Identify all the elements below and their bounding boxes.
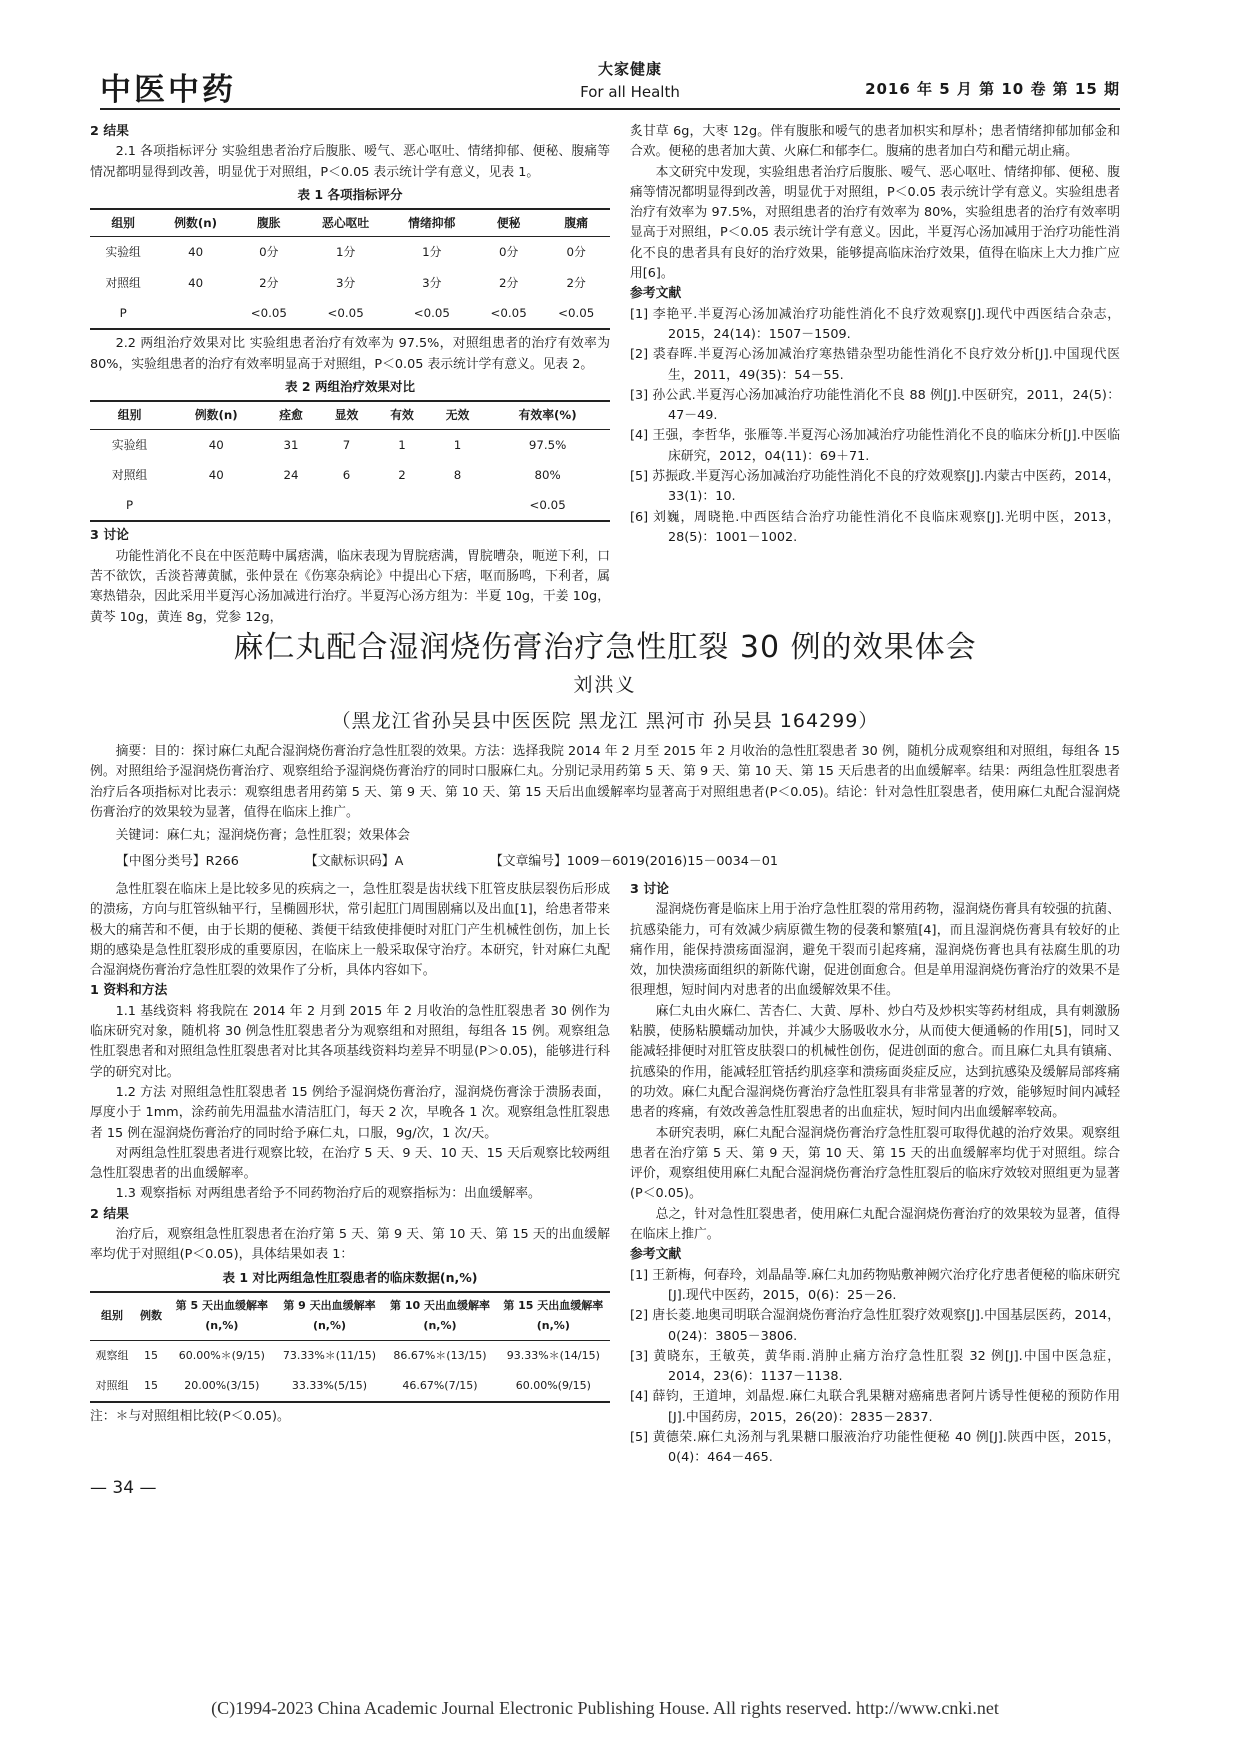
paragraph: 本文研究中发现，实验组患者治疗后腹胀、嗳气、恶心呕吐、情绪抑郁、便秘、腹痛等情况都明显得到改善，明显优于对照组，P＜0.05 表示统计学有意义。实验组患者治疗有效率为 97.5%，对照组患者的治疗有效率为 80%，实验组患者的治疗有效率明显高于对照组，P＜0.05 表示统计学有意义。因此，半夏泻心汤加减用于治疗功能性消化不良的患者具有良好的治疗效果，能够提高临床治疗效果，值得在临床上大力推广应用[6]。 [630,164,1120,282]
table-header-cell: 第 15 天出血缓解率(n,%) [497,1292,610,1340]
table-row [90,429,610,460]
reference-item: [3] 孙公武.半夏泻心汤加减治疗功能性消化不良 88 例[J].中医研究，2011，24(5)：47－49. [630,387,1120,424]
table-cell [169,490,263,521]
page-header [100,56,1120,110]
table-header-cell: 例数(n) [169,401,263,429]
table-cell [430,490,486,521]
table-cell: 31 [283,437,299,452]
journal-name-en: For all Health [580,83,680,101]
table-cell: 观察组 [95,1348,129,1362]
table-cell: 73.33%＊(11/15) [282,1348,377,1362]
keywords-text: 关键词：麻仁丸；湿润烧伤膏；急性肛裂；效果体会 [115,828,410,843]
paragraph: 本研究表明，麻仁丸配合湿润烧伤膏治疗急性肛裂可取得优越的治疗效果。观察组患者在治疗第 5 天、第 9 天，第 10 天、第 15 天的出血缓解率均优于对照组。综合评价，观察组使用麻仁丸配合湿润烧伤膏治疗急性肛裂后的临床疗效较对照组更为显著(P＜0.05)。 [630,1125,1120,1202]
table-header-cell: 腹胀 [235,209,303,237]
table-cell: 3分 [335,275,356,290]
paragraph: 2.2 两组治疗效果对比 实验组患者治疗有效率为 97.5%，对照组患者的治疗有效率为 80%，实验组患者的治疗有效率明显高于对照组，P＜0.05 表示统计学有意义。见表 2。 [90,336,610,372]
table-cell: 对照组 [111,467,148,482]
paragraph: 1.1 基线资料 将我院在 2014 年 2 月到 2015 年 2 月收治的急性肛裂患者 30 例作为临床研究对象，随机将 30 例急性肛裂患者分为观察组和对照组，每组各 15 例。观察组急性肛裂患者和对照组急性肛裂患者对比其各项基线资料均差异不明显(P＞0.05)，能够进行科学的研究对比。 [90,1003,610,1080]
table-indicator-scores [90,208,610,330]
table-header-cell: 痊愈 [263,401,319,429]
table-row [90,298,610,329]
table-cell: 0分 [566,245,586,260]
reference-item: [4] 薛钧，王道坤，刘晶煜.麻仁丸联合乳果糖对癌痛患者阿片诱导性便秘的预防作用[J].中国药房，2015，26(20)：2835－2837. [630,1389,1120,1425]
paragraph: 治疗后，观察组急性肛裂患者在治疗第 5 天、第 9 天、第 10 天、第 15 天的出血缓解率均优于对照组(P＜0.05)，具体结果如表 1： [90,1227,610,1263]
prev-article-right-column [630,122,1120,548]
table-bleeding-relief [90,1291,610,1403]
table-cell: 对照组 [105,275,141,290]
table-header-cell: 便秘 [475,209,543,237]
table-cell: 实验组 [111,437,148,452]
paragraph: 功能性消化不良在中医范畴中属痞满，临床表现为胃脘痞满，胃脘嘈杂，呃逆下利，口苦不欲饮，舌淡苔薄黄腻，张仲景在《伤寒杂病论》中提出心下痞，呕而肠鸣，下利者，属寒热错杂，因此采用半夏泻心汤加减进行治疗。半夏泻心汤方组为：半夏 10g，干姜 10g，黄芩 10g，黄连 8g，党参 12g， [90,548,610,625]
table-cell [156,298,235,329]
issue-info: 2016 年 5 月 第 10 卷 第 15 期 [865,80,1120,98]
table-header-cell: 组别 [90,401,169,429]
table-cell: 对照组 [90,1371,134,1402]
references-heading: 参考文献 [630,1247,682,1263]
table-header-cell: 组别 [90,1292,134,1340]
table-cell: 80% [534,467,561,482]
paragraph: 1.3 观察指标 对两组患者给予不同药物治疗后的观察指标为：出血缓解率。 [115,1186,541,1202]
table-header-cell: 第 5 天出血缓解率(n,%) [168,1292,276,1340]
reference-item: [2] 唐长菱.地奥司明联合湿润烧伤膏治疗急性肛裂疗效观察[J].中国基层医药，2014，0(24)：3805－3806. [630,1308,1120,1344]
table-header-cell: 显效 [319,401,375,429]
table-header-cell: 组别 [90,209,156,237]
table-row [90,1340,610,1371]
journal-name-cn: 大家健康 [597,60,662,78]
section-heading: 1 资料和方法 [90,983,168,999]
table-cell: 40 [208,467,224,482]
table-cell: <0.05 [542,298,610,329]
paragraph: 1.2 方法 对照组急性肛裂患者 15 例给予湿润烧伤膏治疗，湿润烧伤膏涂于溃肠表面，厚度小于 1mm，涂药前先用温盐水清洁肛门，每天 2 次，早晚各 1 次。观察组急性肛裂患者 15 例在湿润烧伤膏治疗的同时给予麻仁丸，口服，9g/次，1 次/天。 [90,1084,610,1141]
paragraph: 对两组急性肛裂患者进行观察比较，在治疗 5 天、9 天、10 天、15 天后观察比较两组急性肛裂患者的出血缓解率。 [90,1145,610,1182]
paragraph: 急性肛裂在临床上是比较多见的疾病之一，急性肛裂是齿状线下肛管皮肤层裂伤后形成的溃疡，方向与肛管纵轴平行，呈椭圆形状，常引起肛门周围剧痛以及出血[1]，给患者带来极大的痛苦和不便，由于长期的便秘、粪便干结致使排便时对肛门产生机械性创伤，加上长期的感染是急性肛裂形成的重要原因，在临床上一般采取保守治疗。本研究，针对麻仁丸配合湿润烧伤膏治疗急性肛裂的效果作了分析，具体内容如下。 [90,882,610,979]
table-header-cell: 无效 [430,401,486,429]
table-title: 表 1 对比两组急性肛裂患者的临床数据(n,%) [222,1269,478,1285]
table-cell: 15 [134,1371,168,1402]
table-header-cell: 例数(n) [156,209,235,237]
table-cell: 60.00%＊(9/15) [178,1348,265,1362]
article-number: 【文章编号】1009－6019(2016)15－0034－01 [490,854,778,869]
table-cell: 86.67%＊(13/15) [393,1348,487,1362]
table-cell: <0.05 [389,298,475,329]
table-header-cell: 第 9 天出血缓解率(n,%) [276,1292,384,1340]
table-cell: <0.05 [475,298,543,329]
copyright-footer: (C)1994-2023 China Academic Journal Electronic Publishing House. All rights reserved. http://www.cnki.net [211,1698,999,1718]
table-cell [374,490,430,521]
table-header-cell: 有效率(%) [485,401,610,429]
table-cell: 0分 [259,245,279,260]
table-cell: 7 [342,437,351,452]
references-heading: 参考文献 [630,286,682,302]
table-cell: 40 [188,275,204,290]
table-title: 表 1 各项指标评分 [297,186,403,202]
table-efficacy-comparison [90,400,610,522]
paragraph: 总之，针对急性肛裂患者，使用麻仁丸配合湿润烧伤膏治疗的效果较为显著，值得在临床上推广。 [630,1206,1120,1243]
reference-item: [5] 苏振政.半夏泻心汤加减治疗功能性消化不良的疗效观察[J].内蒙古中医药，2014，33(1)：10. [630,469,1120,505]
section-heading: 2 结果 [90,124,129,139]
table-header-row [90,209,610,237]
table-cell: 46.67%(7/15) [383,1371,496,1402]
table-header-cell: 有效 [374,401,430,429]
reference-item: [1] 李艳平.半夏泻心汤加减治疗功能性消化不良疗效观察[J].现代中西医结合杂志，2015，24(14)：1507－1509. [630,306,1120,342]
table-cell: 97.5% [528,437,567,452]
table-cell: 8 [453,467,462,482]
table-row [90,460,610,490]
article-author: 刘洪义 [573,674,637,696]
abstract-text: 摘要：目的：探讨麻仁丸配合湿润烧伤膏治疗急性肛裂的效果。方法：选择我院 2014 年 2 月至 2015 年 2 月收治的急性肛裂患者 30 例，随机分成观察组和对照组，每组各 15 例。对照组给予湿润烧伤膏治疗、观察组给予湿润烧伤膏治疗的同时口服麻仁丸。分别记录用药第 5 天、第 9 天、第 10 天、第 15 天后患者的出血缓解率。结果：两组急性肛裂患者治疗后各项指标对比表示：观察组患者用药第 5 天、第 9 天、第 10 天、第 15 天后出血缓解率均显著高于对照组患者(P＜0.05)。结论：针对急性肛裂患者，使用麻仁丸配合湿润烧伤膏治疗的效果较为显著，值得在临床上推广。 [90,744,1120,820]
reference-item: [1] 王新梅，何春玲，刘晶晶等.麻仁丸加药物贴敷神阙穴治疗化疗患者便秘的临床研究[J].现代中医药，2015，0(6)：25－26. [630,1267,1120,1303]
table-row [90,237,610,268]
table-cell: P [90,490,169,521]
table-header-cell: 例数 [134,1292,168,1340]
article-affiliation: （黑龙江省孙吴县中医医院 黑龙江 黑河市 孙吴县 164299） [331,710,879,732]
paragraph: 炙甘草 6g，大枣 12g。伴有腹胀和嗳气的患者加枳实和厚朴；患者情绪抑郁加郁金和合欢。便秘的患者加大黄、火麻仁和郁李仁。腹痛的患者加白芍和醋元胡止痛。 [630,124,1120,160]
table-cell: 93.33%＊(14/15) [506,1348,600,1362]
table-cell: 1分 [422,245,442,260]
reference-item: [5] 黄德荣.麻仁丸汤剂与乳果糖口服液治疗功能性便秘 40 例[J].陕西中医，2015，0(4)：464－465. [630,1430,1120,1466]
table-cell: 33.33%(5/15) [276,1371,384,1402]
table-cell: 15 [144,1348,158,1362]
table-cell: 60.00%(9/15) [497,1371,610,1402]
table-cell: <0.05 [303,298,389,329]
table-header-cell: 腹痛 [542,209,610,237]
table-row [90,490,610,521]
paragraph: 2.1 各项指标评分 实验组患者治疗后腹胀、嗳气、恶心呕吐、情绪抑郁、便秘、腹痛等情况都明显得到改善，明显优于对照组，P＜0.05 表示统计学有意义，见表 1。 [90,144,610,180]
table-cell: 2分 [566,275,586,290]
table-cell: 1 [398,437,406,452]
table-cell: 2 [398,467,406,482]
table-title: 表 2 两组治疗效果对比 [285,378,415,394]
table-cell: 实验组 [105,245,141,260]
table-cell: 40 [188,245,204,260]
table-cell: 2分 [259,275,279,290]
table-cell: 2分 [498,275,519,290]
table-cell: 3分 [422,275,442,290]
table-cell: P [90,298,156,329]
section-heading: 3 讨论 [630,882,669,897]
table-header-row [90,401,610,429]
paragraph: 湿润烧伤膏是临床上用于治疗急性肛裂的常用药物，湿润烧伤膏具有较强的抗菌、抗感染能力，可有效减少病原微生物的侵袭和繁殖[4]，而且湿润烧伤膏具有较好的止痛作用，能保持溃疡面湿润，避免干裂而引起疼痛，湿润烧伤膏也具有祛腐生肌的功效，加快溃疡面组织的新陈代谢，促进创面愈合。但是单用湿润烧伤膏治疗的效果不是很理想，短时间内对患者的出血缓解效果不佳。 [630,902,1120,999]
table-header-cell: 情绪抑郁 [389,209,475,237]
table-cell: <0.05 [485,490,610,521]
table-header-row [90,1292,610,1340]
reference-item: [2] 裘春晖.半夏泻心汤加减治疗寒热错杂型功能性消化不良疗效分析[J].中国现代医生，2011，49(35)：54－55. [630,347,1120,383]
journal-name [570,58,690,101]
table-cell [319,490,375,521]
reference-item: [3] 黄晓东，王敏英，黄华雨.消肿止痛方治疗急性肛裂 32 例[J].中国中医急症，2014，23(6)：1137－1138. [630,1348,1120,1385]
table-cell: 40 [208,437,224,452]
keywords [90,826,1120,846]
table-header-cell: 第 10 天出血缓解率(n,%) [383,1292,496,1340]
table-note: 注：＊与对照组相比较(P＜0.05)。 [90,1409,290,1425]
journal-section-title: 中医中药 [100,72,236,108]
table-cell: 24 [283,467,299,482]
table-cell: 20.00%(3/15) [168,1371,276,1402]
reference-item: [6] 刘巍，周晓艳.中西医结合治疗功能性消化不良临床观察[J].光明中医，2013，28(5)：1001－1002. [630,509,1120,545]
table-cell [263,490,319,521]
section-heading: 2 结果 [90,1206,129,1222]
section-heading: 3 讨论 [90,528,129,544]
table-row [90,1371,610,1402]
article-title: 麻仁丸配合湿润烧伤膏治疗急性肛裂 30 例的效果体会 [233,630,977,665]
paragraph: 麻仁丸由火麻仁、苦杏仁、大黄、厚朴、炒白芍及炒枳实等药材组成，具有刺激肠粘膜，使肠粘膜蠕动加快，并减少大肠吸收水分，从而使大便通畅的作用[5]，同时又能减轻排便时对肛管皮肤裂口的机械性创伤，促进创面的愈合。而且麻仁丸具有镇痛、抗感染的作用，能减轻肛管括约肌痉挛和溃疡面炎症反应，达到抗感染及缓解局部疼痛的功效。麻仁丸配合湿润烧伤膏治疗急性肛裂具有非常显著的疗效，能够短时间内减轻患者的疼痛，有效改善急性肛裂患者的出血症状，短时间内出血缓解率较高。 [630,1003,1120,1121]
article-left-column [90,880,610,1427]
table-cell: 1 [453,437,462,452]
abstract [90,742,1120,823]
document-code: 【文献标识码】A [305,854,404,869]
table-cell: <0.05 [235,298,303,329]
table-cell: 0分 [498,245,519,260]
table-cell: 1分 [335,245,356,260]
table-header-cell: 恶心呕吐 [303,209,389,237]
reference-item: [4] 王强，李哲华，张雁等.半夏泻心汤加减治疗功能性消化不良的临床分析[J].中医临床研究，2012，04(11)：69＋71. [630,428,1120,464]
clc-number: 【中图分类号】R266 [116,854,239,869]
article-right-column [630,880,1120,1469]
table-cell: 6 [342,467,351,482]
table-row [90,268,610,298]
prev-article-left-column [90,122,610,628]
page-number: — 34 — [90,1478,157,1498]
